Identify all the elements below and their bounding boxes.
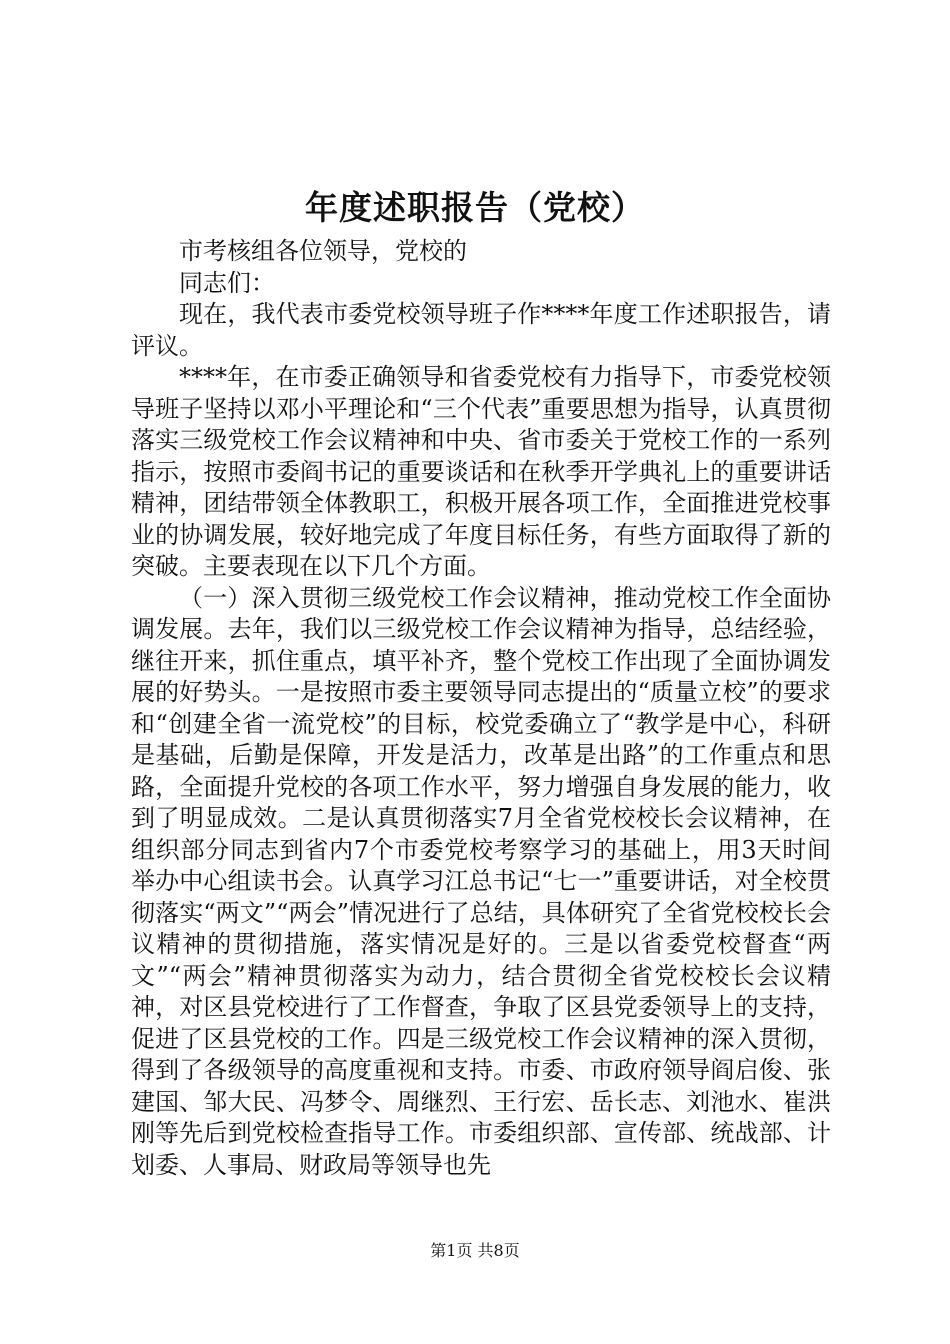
page-title: 年度述职报告（党校） xyxy=(305,188,645,227)
report-body xyxy=(131,236,831,1181)
intro-paragraph: 现在，我代表市委党校领导班子作****年度工作述职报告，请评议。 xyxy=(131,300,831,360)
summary-paragraph: ****年，在市委正确领导和省委党校有力指导下，市委党校领导班子坚持以邓小平理论和“三个代表”重要思想为指导，认真贯彻落实三级党校工作会议精神和中央、省市委关于党校工作的一系列指示，按照市委阎书记的重要谈话和在秋季开学典礼上的重要讲话精神，团结带领全体教职工，积极开展各项工作，全面推进党校事业的协调发展，较好地完成了年度目标任务，有些方面取得了新的突破。主要表现在以下几个方面。 xyxy=(131,363,831,580)
page-number: 第1页 共8页 xyxy=(430,1241,520,1260)
salutation-line-1: 市考核组各位领导，党校的 xyxy=(179,237,467,265)
salutation-line-2: 同志们： xyxy=(179,268,275,297)
section-one-paragraph: （一）深入贯彻三级党校工作会议精神，推动党校工作全面协调发展。去年，我们以三级党校工作会议精神为指导，总结经验，继往开来，抓住重点，填平补齐，整个党校工作出现了全面协调发展的好势头。一是按照市委主要领导同志提出的“质量立校”的要求和“创建全省一流党校”的目标，校党委确立了“教学是中心，科研是基础，后勤是保障，开发是活力，改革是出路”的工作重点和思路，全面提升党校的各项工作水平，努力增强自身发展的能力，收到了明显成效。二是认真贯彻落实7月全省党校校长会议精神，在组织部分同志到省内7个市委党校考察学习的基础上，用3天时间举办中心组读书会。认真学习江总书记“七一”重要讲话，对全校贯彻落实“两文”“两会”情况进行了总结，具体研究了全省党校校长会议精神的贯彻措施，落实情况是好的。三是以省委党校督查“两文”“两会”精神贯彻落实为动力，结合贯彻全省党校校长会议精神，对区县党校进行了工作督查，争取了区县党委领导上的支持，促进了区县党校的工作。四是三级党校工作会议精神的深入贯彻，得到了各级领导的高度重视和支持。市委、市政府领导阎启俊、张建国、邹大民、冯梦令、周继烈、王行宏、岳长志、刘池水、崔洪刚等先后到党校检查指导工作。市委组织部、宣传部、统战部、计划委、人事局、财政局等领导也先 xyxy=(131,583,831,1179)
